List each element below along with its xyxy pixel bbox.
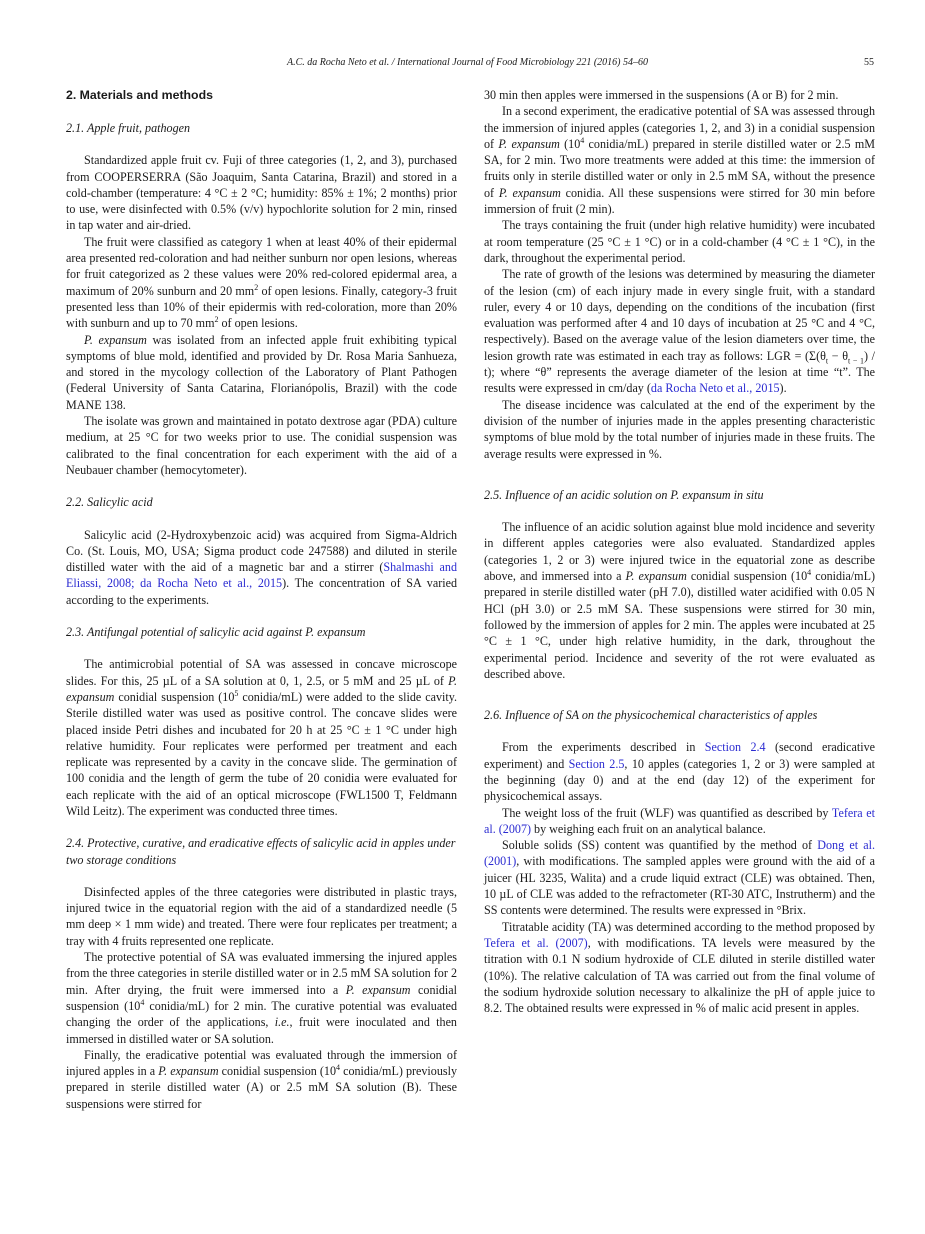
paragraph: The rate of growth of the lesions was determined by measuring the diameter of the lesion (cm) of each injury made in every single fruit, with a standard ruler, every 4 or 10 days, depending on the conditions of the incubation (first evaluation was performed after 4 and 10 days of incubation at 25 °C and 4 °C, respectively). Based on the average value of the lesion diameters over time, the lesion growth rate was estimated in each tray as follows: LGR = $(\Sigma(\theta_t - \theta_{t - 1}) / t)$; where “θ” represents the average diameter of the lesion at time “t”. The results were expressed in cm/day (da Rocha Neto et al., 2015). [484, 267, 875, 396]
journal-citation: A.C. da Rocha Neto et al. / International Journal of Food Microbiology 221 (2016) 54–60 [287, 57, 648, 68]
subsection-title-2-4: 2.4. Protective, curative, and eradicative effects of salicylic acid in apples under two storage conditions [66, 836, 456, 867]
citation-link[interactable]: Dong et al. (2001) [484, 838, 876, 869]
paragraph: Disinfected apples of the three categories were distributed in plastic trays, injured twice in the equatorial region with the aid of a standardized needle (5 mm deep × 1 mm wide) and treated. There were four replicates per treatment; a tray with 4 fruits represented one replicate. [66, 884, 457, 948]
subsection-title-2-5: 2.5. Influence of an acidic solution on P. expansum in situ [484, 487, 764, 502]
paragraph: P. expansum was isolated from an infected apple fruit exhibiting typical symptoms of blue mold, identified and provided by Dr. Rosa Maria Sanhueza, and stored in the mycology collection of the Laboratory of Plant Pathogen (Federal University of Santa Catarina, Florianópolis, Brazil) with the code MANE 138. [66, 332, 457, 412]
paragraph: The trays containing the fruit (under high relative humidity) were incubated at room temperature (25 °C ± 1 °C) or in a cold-chamber (4 °C ± 1 °C), in the dark, throughout the experimental period. [484, 218, 875, 265]
paragraph: The disease incidence was calculated at the end of the experiment by the division of the number of injuries made in the apples presenting characteristic symptoms of blue mold by the total number of injuries made in these fruits. The average results were expressed in %. [484, 397, 875, 461]
subsection-title-2-6: 2.6. Influence of SA on the physicochemical characteristics of apples [484, 708, 818, 723]
paragraph: From the experiments described in Section 2.4 (second eradicative experiment) and Section 2.5, 10 apples (categories 1, 2 or 3) were sampled at the beginning (day 0) and at the end (day 12) of the experiment for physicochemical assays. [484, 740, 876, 804]
citation-link[interactable]: Shalmashi and Eliassi, 2008; da Rocha Neto et al., 2015 [66, 560, 457, 591]
paragraph: The fruit were classified as category 1 when at least 40% of their epidermal area presented red-coloration and had neither sunburn nor open lesions, whereas for fruit categorized as 2 these values were 20% red-colored epidermal area, a maximum of 20% sunburn and 20 $mm^2$ of open lesions. Finally, category-3 fruit presented less than 10% of their epidermis with red-coloration, more than 20% with sunburn and up to 70 $mm^2$ of open lesions. [66, 234, 458, 331]
right-column [484, 87, 875, 1016]
paragraph: The isolate was grown and maintained in potato dextrose agar (PDA) culture medium, at 25 °C for two weeks prior to use. The conidial suspension was calibrated to the final concentration for each experiment with the aid of a Neubauer chamber (hemocytometer). [66, 414, 457, 477]
paragraph-continued: 30 min then apples were immersed in the suspensions (A or B) for 2 min. [484, 88, 839, 102]
subsection-title-2-2: 2.2. Salicylic acid [66, 495, 153, 510]
citation-link[interactable]: Tefera et al. (2007) [484, 935, 588, 950]
paragraph: Soluble solids (SS) content was quantified by the method of Dong et al. (2001), with modifications. The sampled apples were ground with the aid of a juicer (HL 3235, Walita) and a crude liquid extract (CLE) was obtained. Then, 10 µL of CLE was added to the refractometer (RT-30 ATC, Instrutherm) and the SS contents were determined. The results were expressed in °Brix. [484, 838, 876, 918]
citation-link[interactable]: da Rocha Neto et al., 2015 [650, 381, 780, 396]
paragraph: Standardized apple fruit cv. Fuji of three categories (1, 2, and 3), purchased from COOPERSERRA (São Joaquim, Santa Catarina, Brazil) and stored in a cold-chamber (temperature: 4 °C ± 2 °C; humidity: 85% ± 1%; 2 months) prior to use, were disinfected with 0.5% (v/v) hypochlorite solution for 2 min, rinsed in tap water and air-dried. [66, 153, 457, 233]
subsection-title-2-3: 2.3. Antifungal potential of salicylic acid against P. expansum [66, 625, 366, 640]
paragraph: The weight loss of the fruit (WLF) was quantified as described by Tefera et al. (2007) by weighing each fruit on an analytical balance. [484, 805, 875, 836]
citation-link[interactable]: Tefera et al. (2007) [484, 805, 875, 836]
page-number: 55 [864, 57, 874, 68]
paragraph: Finally, the eradicative potential was evaluated through the immersion of injured apples in a P. expansum conidial suspension ($10^4$ conidia/mL) previously prepared in sterile distilled water (A) or 2.5 mM SA solution (B). These suspensions were stirred for [66, 1047, 457, 1111]
section-title: 2. Materials and methods [66, 88, 213, 102]
section-link-2-5[interactable]: Section 2.5 [568, 756, 625, 771]
running-header [0, 57, 925, 71]
subsection-title-2-1: 2.1. Apple fruit, pathogen [66, 121, 191, 135]
section-link-2-4[interactable]: Section 2.4 [704, 740, 766, 755]
paragraph: Titratable acidity (TA) was determined according to the method proposed by Tefera et al. (2007), with modifications. TA levels were measured by the titration with 0.1 N sodium hydroxide of CLE diluted in sterile distilled water (10%). The relative calculation of TA was carried out from the final volume of the sodium hydroxide solution necessary to alkalinize the pH of apple juice to 8.2. The obtained results were expressed in % of malic acid present in apples. [484, 919, 875, 1016]
paragraph: The protective potential of SA was evaluated immersing the injured apples from the three categories in sterile distilled water or in 2.5 mM SA solution for 2 min. After drying, the fruit were immersed into a P. expansum conidial suspension ($10^4$ conidia/mL) for 2 min. The curative potential was evaluated changing the order of the applications, i.e., fruit were inoculated and then immersed in distilled water or SA solution. [66, 950, 457, 1046]
left-column [66, 87, 457, 1112]
paragraph: Salicylic acid (2-Hydroxybenzoic acid) was acquired from Sigma-Aldrich Co. (St. Louis, MO, USA; Sigma product code 247588) and diluted in sterile distilled water with the aid of a magnetic bar and a stirrer (Shalmashi and Eliassi, 2008; da Rocha Neto et al., 2015). The concentration of SA varied according to the experiments. [66, 527, 457, 607]
paragraph: The influence of an acidic solution against blue mold incidence and severity in different apples categories were also evaluated. Standardized apples (categories 1, 2 or 3) were injured twice in the equatorial zone as describe above, and immersed into a P. expansum conidial suspension ($10^4$ conidia/mL) prepared in sterile distilled water (pH 7.0), distilled water acidified with 0.05 N HCl (pH 3.0) or 2.5 mM SA. These suspensions were stirred for 30 min, followed by the immersion of apples for 2 min. The apples were incubated at 25 °C ± 1 °C, under high relative humidity, in the dark, throughout the experimental period. Incidence and severity of the rot were evaluated as described above. [484, 520, 875, 681]
paragraph: In a second experiment, the eradicative potential of SA was assessed through the immersion of injured apples (categories 1, 2, and 3) in a conidial suspension of P. expansum ($10^4$ conidia/mL) prepared in sterile distilled water or 2.5 mM SA, for 2 min. Two more treatments were added at this time: the immersion of fruits only in sterile distilled water or only in 2.5 mM SA, without the presence of P. expansum conidia. All these suspensions were stirred for 30 min before immersion of fruit (2 min). [484, 104, 875, 217]
paragraph: The antimicrobial potential of SA was assessed in concave microscope slides. For this, 25 µL of a SA solution at 0, 1, 2.5, or 5 mM and 25 µL of P. expansum conidial suspension ($10^5$ conidia/mL) were added to the slide cavity. Sterile distilled water was used as positive control. The concave slides were placed inside Petri dishes and incubated for 20 h at 25 °C ± 1 °C under high relative humidity. Four replicates were performed per treatment and each replicate was represented by a cavity in the concave slide. The germination of 100 conidia and the length of germ the tube of 20 conidia were evaluated for each replicate with the aid of an optical microscope (FWL1500 T, Feldmann Wild Leitz). The experiment was conducted three times. [66, 657, 458, 818]
